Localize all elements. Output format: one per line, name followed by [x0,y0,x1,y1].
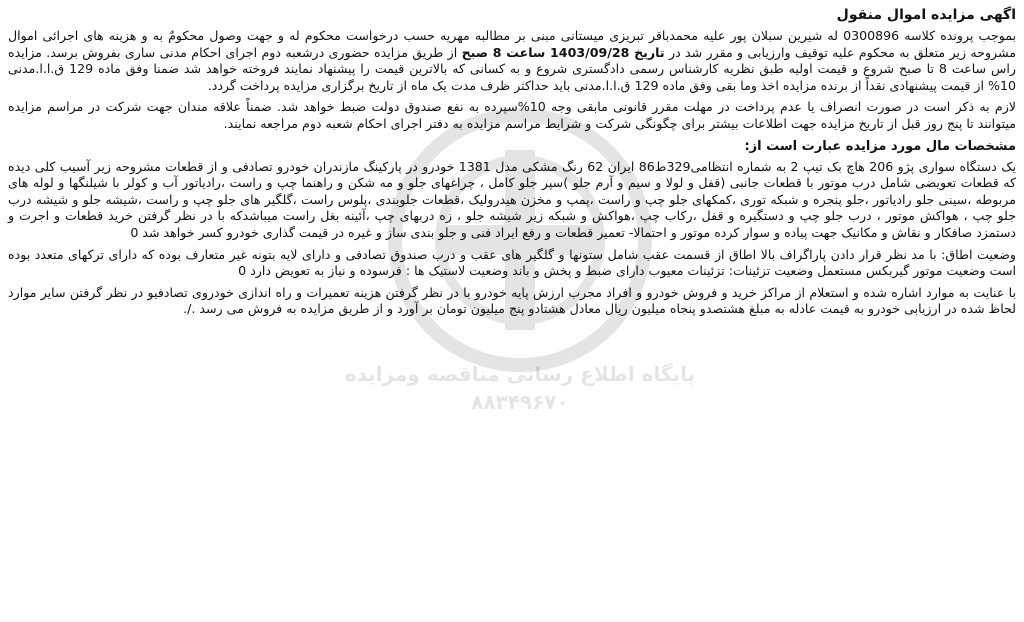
watermark-line-1: پایگاه اطلاع رسانی مناقصه ومزایده [344,362,696,386]
paragraph-valuation: با عنایت به موارد اشاره شده و استعلام از مراکز خرید و فروش خودرو و افراد مجرب ارزش پایه خودرو با در نظر گرفتن هزینه تعمیرات و راه اندازی خودروی تصادفیو در نظر گرفتن سایر موارد لحاظ شده در ارزیابی خودرو به قیمت عادله به مبلغ هشتصدو پنجاه میلیون ریال معادل هشتادو پنج میلیون تومان بر آورد و از طریق مزایده به فروش می رسد ./. [8,284,1016,317]
case-details-text-b: از طریق مزایده حضوری درشعبه دوم اجرای احکام مدنی ساری بفروش برسد. مزایده راس ساعت 8 تا صبح شروع و قیمت اولیه طبق نظریه کارشناس رسمی دادگستری شروع و به کسانی که بالاترین قیمت را پیشنهاد نمایند فروخته خواهد شد ضمنا وفق ماده 129 ق.ا.ا.مدنی 10% از قیمت پیشنهادی نقداً از برنده مزایده اخذ وما بقی وفق ماده 129 ق.ا.ا.مدنی باید حداکثر ظرف مدت یک ماه از تاریخ برگزاری مزایده پرداخت گردد. [8,44,1017,93]
property-specs-heading: مشخصات مال مورد مزایده عبارت است از: [744,138,1016,154]
paragraph-body-condition: وضعیت اطاق: با مد نظر قرار دادن پاراگراف بالا اطاق از قسمت عقب شامل ستونها و گلگیر های عقب و درب صندوق تصادفی و دارای لایه بتونه غیر متعارف بوده که دارای ترکهای متعدد بوده است وضعیت موتور گیربکس مستعمل وضعیت تزئینات: تزئینات معیوب دارای ضبط و پخش و باند وضعیت لاستیک ها : فرسوده و نیاز به تعویض دارد 0 [8,246,1016,279]
case-details-text-a: بموجب پرونده کلاسه 0300896 له شیرین سبلان پور علیه محمدباقر تبریزی میستانی مبنی بر مطالبه مهریه حسب درخواست محکوم له و جهت وصول محکومٌ به و هزینه های اجرائی اموال مشروحه زیر متعلق به محکوم علیه توقیف وارزیابی و مقرر شد در [8,28,1016,60]
paragraph-conditions: لازم به ذکر است در صورت انصراف یا عدم پرداخت در مهلت مقرر قانونی مابقی وجه 10%سپرده به نفع صندوق دولت ضبط خواهد شد. ضمناً علاقه مندان جهت شرکت در مراسم مزایده میتوانند تا پنج روز قبل از تاریخ مزایده جهت اطلاعات بیشتر برای چگونگی شرکت و شرایط مراسم مزایده به دفتر اجرای احکام شعبه دوم مراجعه نمایند. [8,99,1016,131]
watermark-line-2: ۸۸۳۴۹۶۷۰ [471,390,569,414]
auction-date: تاریخ 1403/09/28 ساعت 8 صبح [461,44,665,60]
notice-title: اگهی مزایده اموال منقول [836,7,1016,23]
paragraph-case-details [8,28,1016,94]
paragraph-vehicle-description: یک دستگاه سواری پژو 206 هاچ بک تیپ 2 به شماره انتظامی329ط86 ایران 62 رنگ مشکی مدل 1381 خودرو در پارکینگ مازندران خودرو تصادفی و از قطعات مشروحه زیر آسیب کلی دیده که قطعات تعویضی شامل درب موتور با قطعات جانبی (قفل و لولا و سیم و آرم جلو )سپر جلو کامل ، چراغهای جلو و مه شکن و راهنما چپ و راست ،رادیاتور آب و کولر با شیلنگها و لوله های مربوطه ،سینی جلو رادیاتور ،جلو پنجره و شبکه توری ،کمکهای جلو چپ و راست ،پمپ و مخزن هیدرولیک ،قطعات جلوبندی ،پلوس راست ،گلگیر های جلو چپ و راست ،شیشه جلو و شیشه درب جلو چپ ، هواکش موتور ، درب جلو چپ و دستگیره و قفل ،رکاب چپ ،هواکش و شبکه زیر شیشه جلو ، زه دربهای چپ ،آئینه بغل راست میباشدکه با در نظر گرفتن خرید قطعات و اجرت و دستمزد صافکار و نقاش و مکانیک جهت پیاده و سوار کرده موتور و احتمالا- تعمیر قطعات و رفع ایراد فنی و جلو بندی ساز و غیره در قیمت گذاری خودرو کسر خواهد شد 0 [8,158,1017,240]
